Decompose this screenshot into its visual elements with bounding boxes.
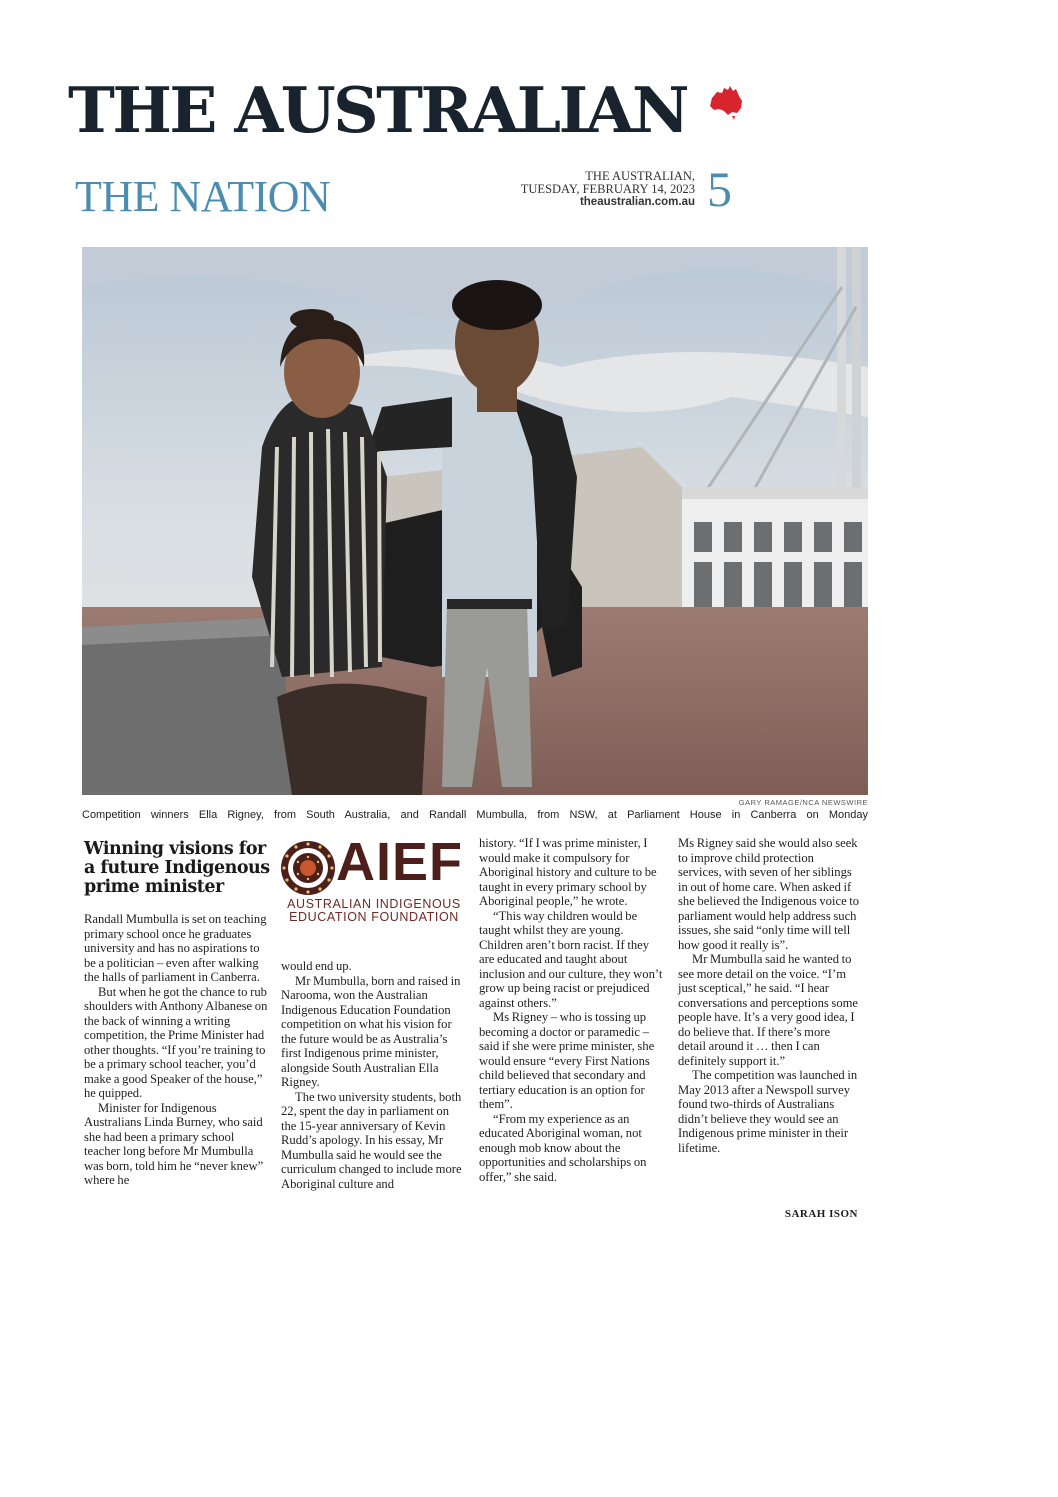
aief-dot-circle-icon	[280, 840, 336, 896]
article-byline: SARAH ISON	[784, 1208, 858, 1220]
publication-name: THE AUSTRALIAN,	[585, 169, 695, 183]
paragraph: The two university students, both 22, spent the day in parliament on the 15-year anniversary of Kevin Rudd’s apology. In his essay, Mr Mumbulla said he would see the curriculum changed to include more Aboriginal culture and	[281, 1089, 462, 1191]
paragraph: The competition was launched in May 2013 after a Newspoll survey found two-thirds of Australians didn’t believe they would see an Indigenous prime minister in their lifetime.	[678, 1068, 858, 1155]
photo-illustration	[82, 247, 868, 795]
paragraph: Minister for Indigenous Australians Linda Burney, who said she had been a primary school teacher long before Mr Mumbulla was born, told him he “never knew” where he	[84, 1100, 264, 1187]
masthead-title: THE AUSTRALIAN	[68, 73, 688, 147]
aief-subtitle-line1: AUSTRALIAN INDIGENOUS	[287, 897, 461, 911]
paragraph: Randall Mumbulla is set on teaching primary school once he graduates university and has no aspirations to be a politician – even after walking the halls of parliament in Canberra.	[84, 912, 267, 984]
article-column-4	[678, 836, 860, 1155]
article-column-1	[84, 912, 268, 1188]
publication-date: TUESDAY, FEBRUARY 14, 2023	[520, 182, 695, 196]
australia-map-icon	[706, 82, 746, 122]
publication-url: theaustralian.com.au	[579, 196, 695, 208]
aief-logo	[278, 832, 468, 930]
article-photo	[82, 247, 868, 795]
paragraph: Mr Mumbulla, born and raised in Narooma, won the Australian Indigenous Education Foundation competition on what his vision for the future would be as Australia’s first Indigenous prime minister, alongside South Australian Ella Rigney.	[281, 973, 461, 1089]
publication-info	[470, 170, 695, 209]
article-column-2	[281, 959, 465, 1191]
paragraph: would end up.	[281, 959, 352, 973]
aief-wordmark: AIEF	[336, 832, 464, 892]
paragraph: history. “If I was prime minister, I would make it compulsory for Aboriginal history and culture to be taught in every primary school by Aboriginal people,” he wrote.	[479, 836, 657, 908]
paragraph: “From my experience as an educated Aboriginal woman, not enough mob know about the opportunities and scholarships on offer,” she said.	[479, 1111, 647, 1184]
article-headline: Winning visions for a future Indigenous prime minister	[84, 839, 270, 897]
page-number: 5	[707, 161, 732, 217]
aief-subtitle-line2: EDUCATION FOUNDATION	[289, 910, 459, 924]
paragraph: Ms Rigney said she would also seek to improve child protection services, with seven of her siblings in out of home care. When asked if she believed the Indigenous voice to parliament would help address such issues, she said “only time will tell how good it really is”.	[678, 836, 860, 952]
aief-subtitle	[280, 898, 468, 924]
section-title: THE NATION	[75, 172, 331, 221]
paragraph: “This way children would be taught whilst they are young. Children aren’t born racist. If they are educated and taught about inclusion and our culture, they won’t grow up being racist or prejudiced against others.”	[479, 908, 663, 1010]
paragraph: Mr Mumbulla said he wanted to see more detail on the voice. “I’m just sceptical,” he said. “I hear conversations and perceptions some people have. It’s a very good idea, I do believe that. If there’s more detail around it … then I can definitely support it.”	[678, 952, 859, 1068]
paragraph: Ms Rigney – who is tossing up becoming a doctor or paramedic – said if she were prime minister, she would ensure “every First Nations child believed that secondary and tertiary education is an option for them”.	[479, 1010, 655, 1111]
photo-caption: Competition winners Ella Rigney, from South Australia, and Randall Mumbulla, from NSW, at Parliament House in Canberra on Monday	[82, 809, 868, 821]
paragraph: But when he got the chance to rub shoulders with Anthony Albanese on the back of winning a writing competition, the Prime Minister had other thoughts. “If you’re training to be a primary school teacher, you’d make a good Speaker of the house,” he quipped.	[84, 984, 268, 1100]
photo-credit: GARY RAMAGE/NCA NEWSWIRE	[738, 798, 868, 807]
article-column-3	[479, 836, 663, 1184]
